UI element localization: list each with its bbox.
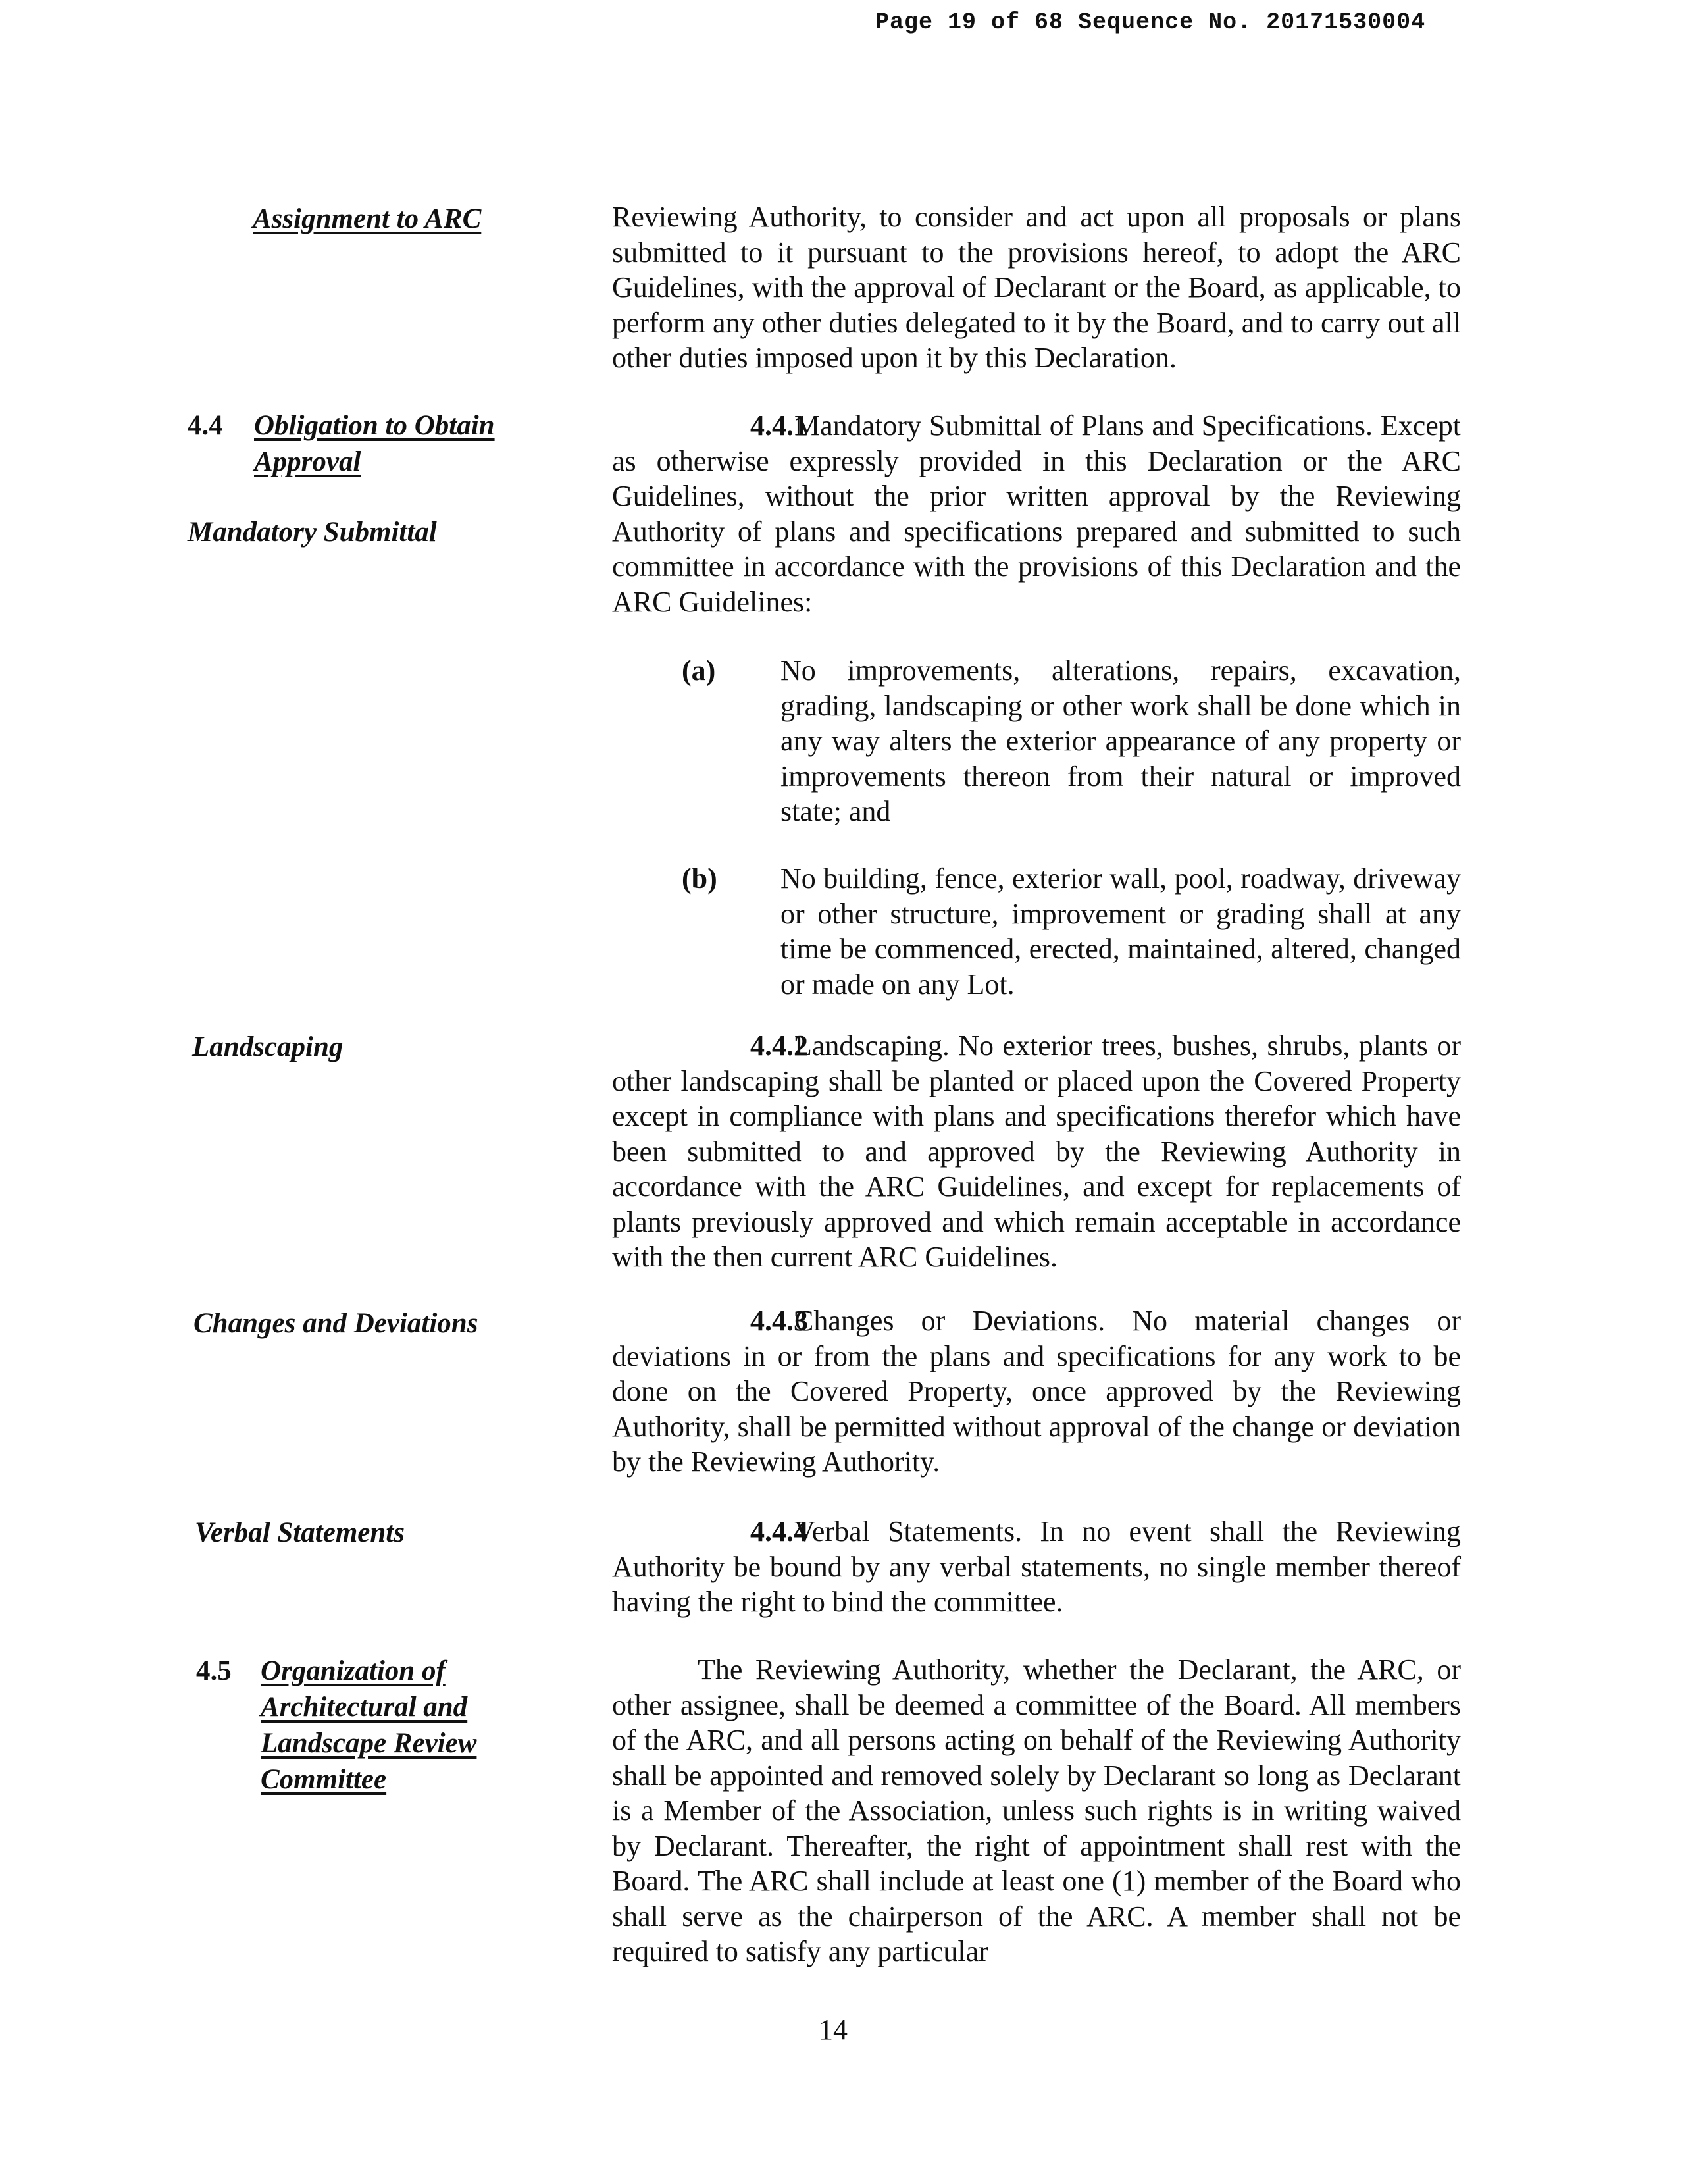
paragraph-assignment: [612, 199, 1461, 376]
list-item-b-text: No building, fence, exterior wall, pool, roadway, driveway or other structure, improvement or grading shall at any time be commenced, erected, maintained, altered, changed or made on any Lot.: [780, 862, 1461, 1001]
paragraph-4-5: [612, 1652, 1461, 1969]
label-mandatory-submittal: Mandatory Submittal: [188, 517, 437, 548]
paragraph-4-4-1-number: 4.4.1: [750, 409, 808, 442]
paragraph-4-4-4-number: 4.4.4: [750, 1515, 808, 1547]
section-number-4-4: 4.4: [188, 410, 223, 441]
paragraph-4-4-4: [612, 1514, 1461, 1620]
list-item-b: [682, 861, 1461, 1002]
paragraph-4-5-text: The Reviewing Authority, whether the Declarant, the ARC, or other assignee, shall be deemed a committee of the Board. All members of the ARC, and all persons acting on behalf of the Reviewing Authority shall be appointed and removed solely by Declarant so long as Declarant is a Member of the Association, unless such rights is in writing waived by Declarant. Thereafter, the right of appointment shall rest with the Board. The ARC shall include at least one (1) member of the Board who shall serve as the chairperson of the ARC. A member shall not be required to satisfy any particular: [612, 1653, 1461, 1967]
list-item-a: [682, 653, 1461, 829]
paragraph-4-4-2-number: 4.4.2: [750, 1029, 808, 1062]
paragraph-4-4-4-text: Verbal Statements. In no event shall the Reviewing Authority be bound by any verbal statements, no single member thereof having the right to bind the committee.: [612, 1515, 1461, 1618]
paragraph-4-4-1-text: Mandatory Submittal of Plans and Specifications. Except as otherwise expressly provided in this Declaration or the ARC Guidelines, without the prior written approval by the Reviewing Authority of plans and specifications prepared and submitted to such committee in accordance with the provisions of this Declaration and the ARC Guidelines:: [612, 409, 1461, 618]
paragraph-4-4-3: [612, 1303, 1461, 1480]
paragraph-4-4-3-number: 4.4.3: [750, 1305, 808, 1337]
paragraph-assignment-text: Reviewing Authority, to consider and act upon all proposals or plans submitted to it pursuant to the provisions hereof, to adopt the ARC Guidelines, with the approval of Declarant or the Board, as applicable, to perform any other duties delegated to it by the Board, and to carry out all other duties imposed upon it by this Declaration.: [612, 201, 1461, 374]
section-title-4-5-line3: Landscape Review: [261, 1728, 477, 1759]
label-landscaping: Landscaping: [192, 1031, 344, 1062]
section-title-4-4-line2: Approval: [254, 446, 361, 477]
label-assignment-to-arc: Assignment to ARC: [253, 203, 482, 234]
section-title-4-5-line1: Organization of: [261, 1655, 446, 1686]
section-title-4-5-line4: Committee: [261, 1764, 387, 1795]
list-item-b-letter: (b): [682, 862, 717, 895]
list-item-a-text: No improvements, alterations, repairs, excavation, grading, landscaping or other work shall be done which in any way alters the exterior appearance of any property or improvements thereon from their natural or improved state; and: [780, 654, 1461, 827]
section-number-4-5: 4.5: [196, 1655, 232, 1686]
label-verbal-statements: Verbal Statements: [195, 1517, 405, 1548]
section-title-4-5-line2: Architectural and: [261, 1692, 468, 1723]
page-number: 14: [819, 2014, 848, 2046]
paragraph-4-4-1: [612, 408, 1461, 619]
paragraph-4-4-3-text: Changes or Deviations. No material changes or deviations in or from the plans and specifications for any work to be done on the Covered Property, once approved by the Reviewing Authority, shall be permitted without approval of the change or deviation by the Reviewing Authority.: [612, 1305, 1461, 1478]
paragraph-4-4-2: [612, 1028, 1461, 1275]
paragraph-4-4-2-text: Landscaping. No exterior trees, bushes, shrubs, plants or other landscaping shall be planted or placed upon the Covered Property except in compliance with plans and specifications therefor which have been submitted to and approved by the Reviewing Authority in accordance with the ARC Guidelines, and except for replacements of plants previously approved and which remain acceptable in accordance with the then current ARC Guidelines.: [612, 1029, 1461, 1273]
section-title-4-4-line1: Obligation to Obtain: [254, 410, 495, 441]
list-item-a-letter: (a): [682, 654, 716, 687]
label-changes-and-deviations: Changes and Deviations: [193, 1308, 478, 1339]
page-header: Page 19 of 68 Sequence No. 20171530004: [875, 9, 1426, 36]
